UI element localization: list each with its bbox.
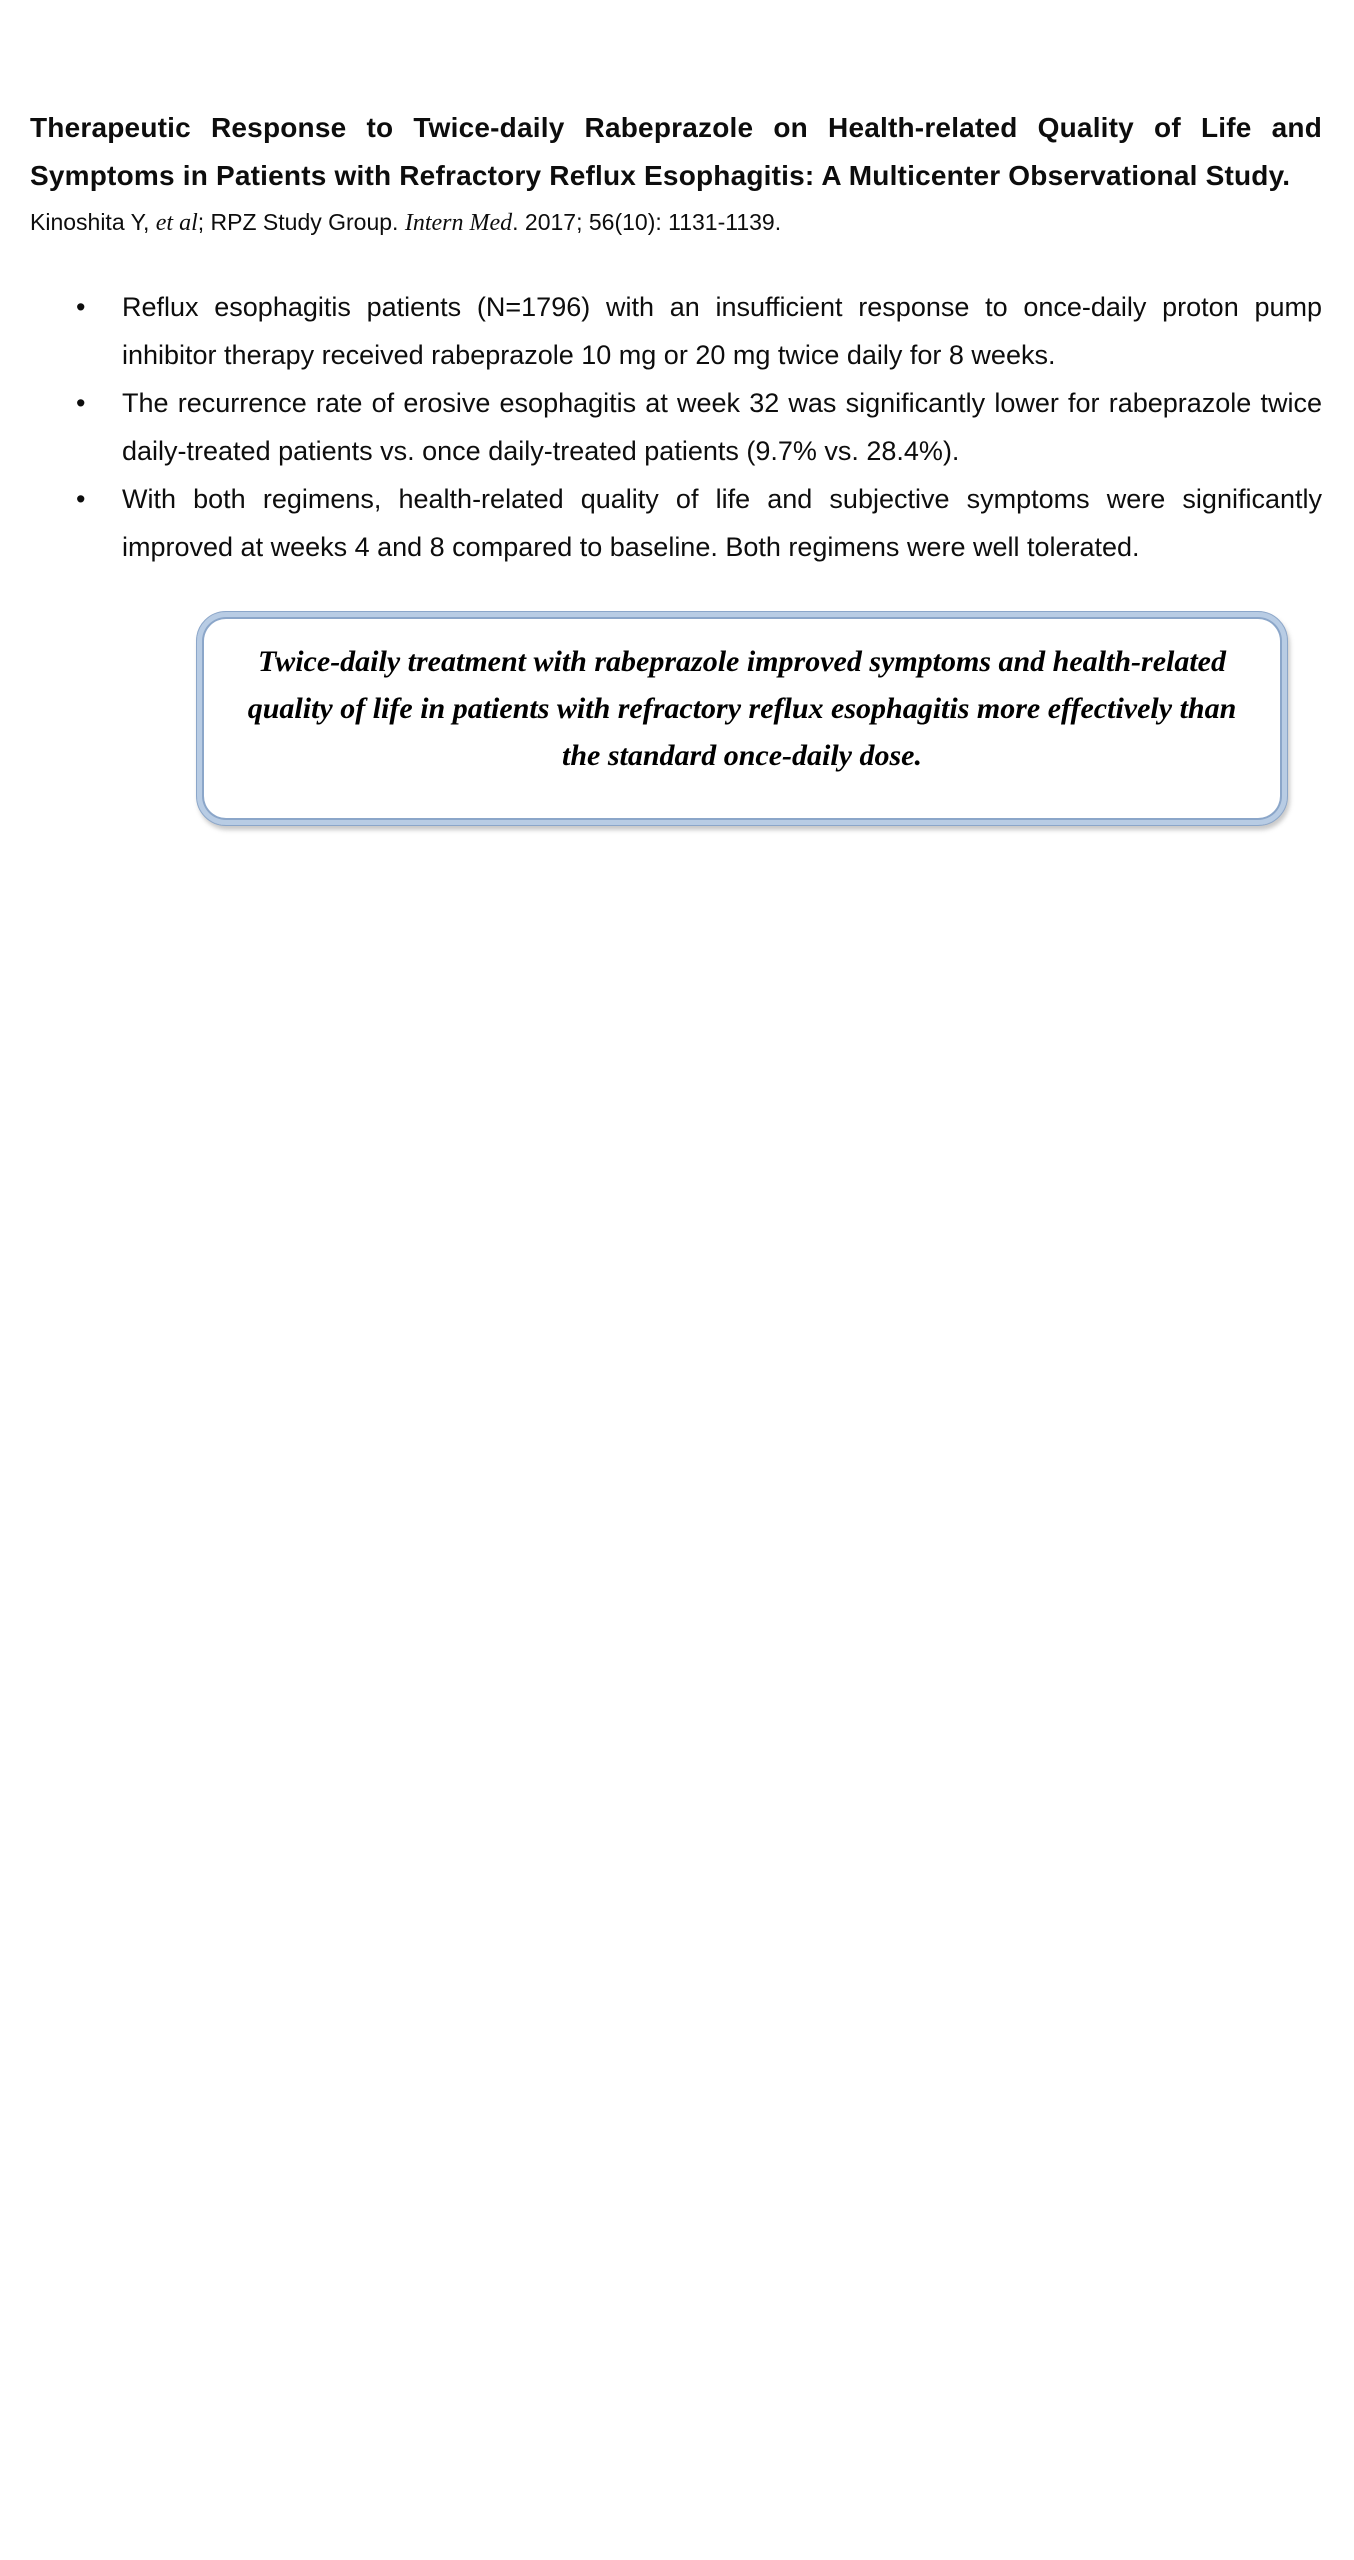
page-title: Therapeutic Response to Twice-daily Rabeprazole on Health-related Quality of Life and Symptoms in Patients with Refractory Reflux Esophagitis: A Multicenter Observational Study. xyxy=(30,112,1322,191)
citation xyxy=(0,200,1354,239)
bullet-text: With both regimens, health-related quality of life and subjective symptoms were significantly improved at weeks 4 and 8 compared to baseline. Both regimens were well tolerated. xyxy=(122,484,1322,562)
bullet-icon: • xyxy=(76,484,86,514)
citation-authors: Kinoshita Y, xyxy=(30,209,156,235)
bullet-text: Reflux esophagitis patients (N=1796) with an insufficient response to once-daily proton pump inhibitor therapy received rabeprazole 10 mg or 20 mg twice daily for 8 weeks. xyxy=(122,292,1322,370)
citation-group: ; RPZ Study Group. xyxy=(197,209,405,235)
summary-bullet-list xyxy=(30,283,1322,571)
list-item xyxy=(30,283,1322,379)
conclusion-callout-box xyxy=(196,611,1288,826)
citation-journal: Intern Med xyxy=(404,210,513,236)
list-item xyxy=(30,379,1322,475)
list-item xyxy=(30,475,1322,571)
citation-et-al: et al xyxy=(155,210,198,236)
bullet-text: The recurrence rate of erosive esophagitis at week 32 was significantly lower for rabeprazole twice daily-treated patients vs. once daily-treated patients (9.7% vs. 28.4%). xyxy=(122,388,1322,466)
conclusion-text: Twice-daily treatment with rabeprazole improved symptoms and health-related quality of life in patients with refractory reflux esophagitis more effectively than the standard once-daily dose. xyxy=(247,645,1237,772)
citation-details: . 2017; 56(10): 1131-1139. xyxy=(512,209,782,235)
bullet-icon: • xyxy=(76,292,86,322)
bullet-icon: • xyxy=(76,388,86,418)
